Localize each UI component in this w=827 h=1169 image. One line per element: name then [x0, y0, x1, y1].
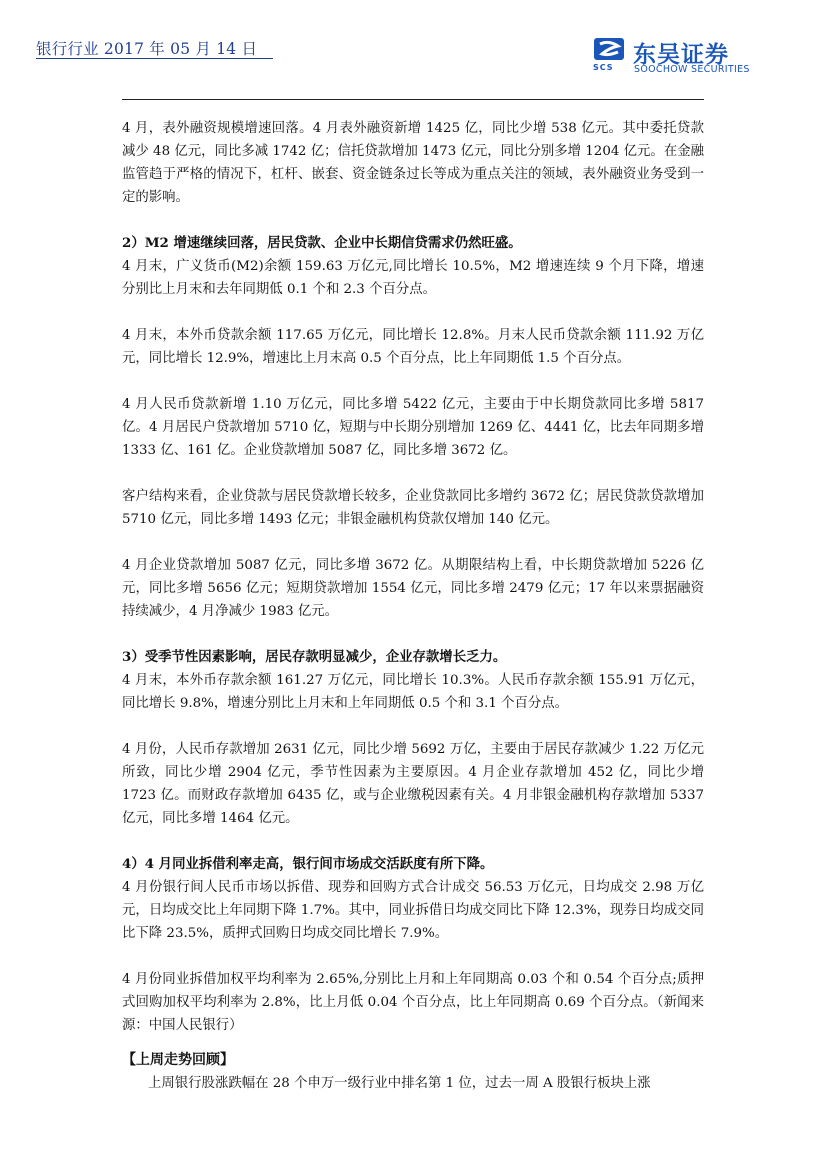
report-body — [122, 117, 704, 1095]
section-heading-weekly-review: 【上周走势回顾】 — [122, 1052, 234, 1068]
paragraph-new-loans: 4 月人民币贷款新增 1.10 万亿元，同比多增 5422 亿元，主要由于中长期贷款同比多增 5817 亿。4 月居民户贷款增加 5710 亿，短期与中长期分别增加 1269 亿、4441 亿，比去年同期多增 1333 亿、161 亿。企业贷款增加 5087 亿，同比多增 3672 亿。 — [122, 397, 704, 458]
paragraph-interbank-volume: 4 月份银行间人民币市场以拆借、现券和回购方式合计成交 56.53 万亿元，日均成交 2.98 万亿元，日均成交比上年同期下降 1.7%。其中，同业拆借日均成交同比下降 12.3%，现券日均成交同比下降 23.5%，质押式回购日均成交同比增长 7.9%。 — [122, 880, 704, 941]
paragraph-customer-structure: 客户结构来看，企业贷款与居民贷款增长较多，企业贷款同比多增约 3672 亿；居民贷款贷款增加 5710 亿元，同比多增 1493 亿元；非银金融机构贷款仅增加 140 亿元。 — [122, 489, 704, 527]
paragraph-deposit-balance: 4 月末，本外币存款余额 161.27 万亿元，同比增长 10.3%。人民币存款余额 155.91 万亿元，同比增长 9.8%，增速分别比上月末和上年同期低 0.5 个和 3.1 个百分点。 — [122, 673, 704, 711]
section-heading-deposits: 3）受季节性因素影响，居民存款明显减少，企业存款增长乏力。 — [122, 649, 507, 665]
paragraph-m2: 4 月末，广义货币(M2)余额 159.63 万亿元,同比增长 10.5%，M2 增速连续 9 个月下降，增速分别比上月末和去年同期低 0.1 个和 2.3 个百分点。 — [122, 259, 704, 297]
company-logo — [592, 34, 762, 80]
section-heading-m2: 2）M2 增速继续回落，居民贷款、企业中长期信贷需求仍然旺盛。 — [122, 235, 522, 251]
header-underline — [36, 58, 273, 59]
paragraph-interbank-rates: 4 月份同业拆借加权平均利率为 2.65%,分别比上月和上年同期高 0.03 个和 0.54 个百分点;质押式回购加权平均利率为 2.8%，比上月低 0.04 个百分点，比上年同期高 0.69 个百分点。（新闻来源：中国人民银行） — [122, 972, 704, 1033]
logo-chinese-name: 东吴证券 — [633, 42, 729, 68]
paragraph-deposit-change: 4 月份，人民币存款增加 2631 亿元，同比少增 5692 万亿，主要由于居民存款减少 1.22 万亿元所致，同比少增 2904 亿元，季节性因素为主要原因。4 月企业存款增加 452 亿，同比少增 1723 亿。而财政存款增加 6435 亿，或与企业缴税因素有关。4 月非银金融机构存款增加 5337 亿元，同比多增 1464 亿元。 — [122, 742, 704, 826]
header-rule — [122, 99, 704, 100]
paragraph-loan-balance: 4 月末，本外币贷款余额 117.65 万亿元，同比增长 12.8%。月末人民币贷款余额 111.92 万亿元，同比增长 12.9%，增速比上月末高 0.5 个百分点，比上年同期低 1.5 个百分点。 — [122, 328, 704, 366]
logo-english-name: SOOCHOW SECURITIES — [634, 64, 750, 75]
running-header: 银行行业 2017 年 05 月 14 日 — [36, 40, 258, 58]
section-heading-interbank: 4）4 月同业拆借利率走高，银行间市场成交活跃度有所下降。 — [122, 856, 494, 872]
paragraph-corporate-loans: 4 月企业贷款增加 5087 亿元，同比多增 3672 亿。从期限结构上看，中长期贷款增加 5226 亿元，同比多增 5656 亿元；短期贷款增加 1554 亿元，同比多增 2479 亿元；17 年以来票据融资持续减少，4 月净减少 1983 亿元。 — [122, 558, 704, 619]
paragraph-offbalance: 4 月，表外融资规模增速回落。4 月表外融资新增 1425 亿，同比少增 538 亿元。其中委托贷款减少 48 亿元，同比多减 1742 亿；信托贷款增加 1473 亿元，同比分别多增 1204 亿元。在金融监管趋于严格的情况下，杠杆、嵌套、资金链条过长等成为重点关注的领域，表外融资业务受到一定的影响。 — [122, 121, 704, 205]
paragraph-weekly-review: 上周银行股涨跌幅在 28 个申万一级行业中排名第 1 位，过去一周 A 股银行板块上涨 — [148, 1076, 651, 1091]
logo-abbr: SCS — [593, 63, 614, 72]
